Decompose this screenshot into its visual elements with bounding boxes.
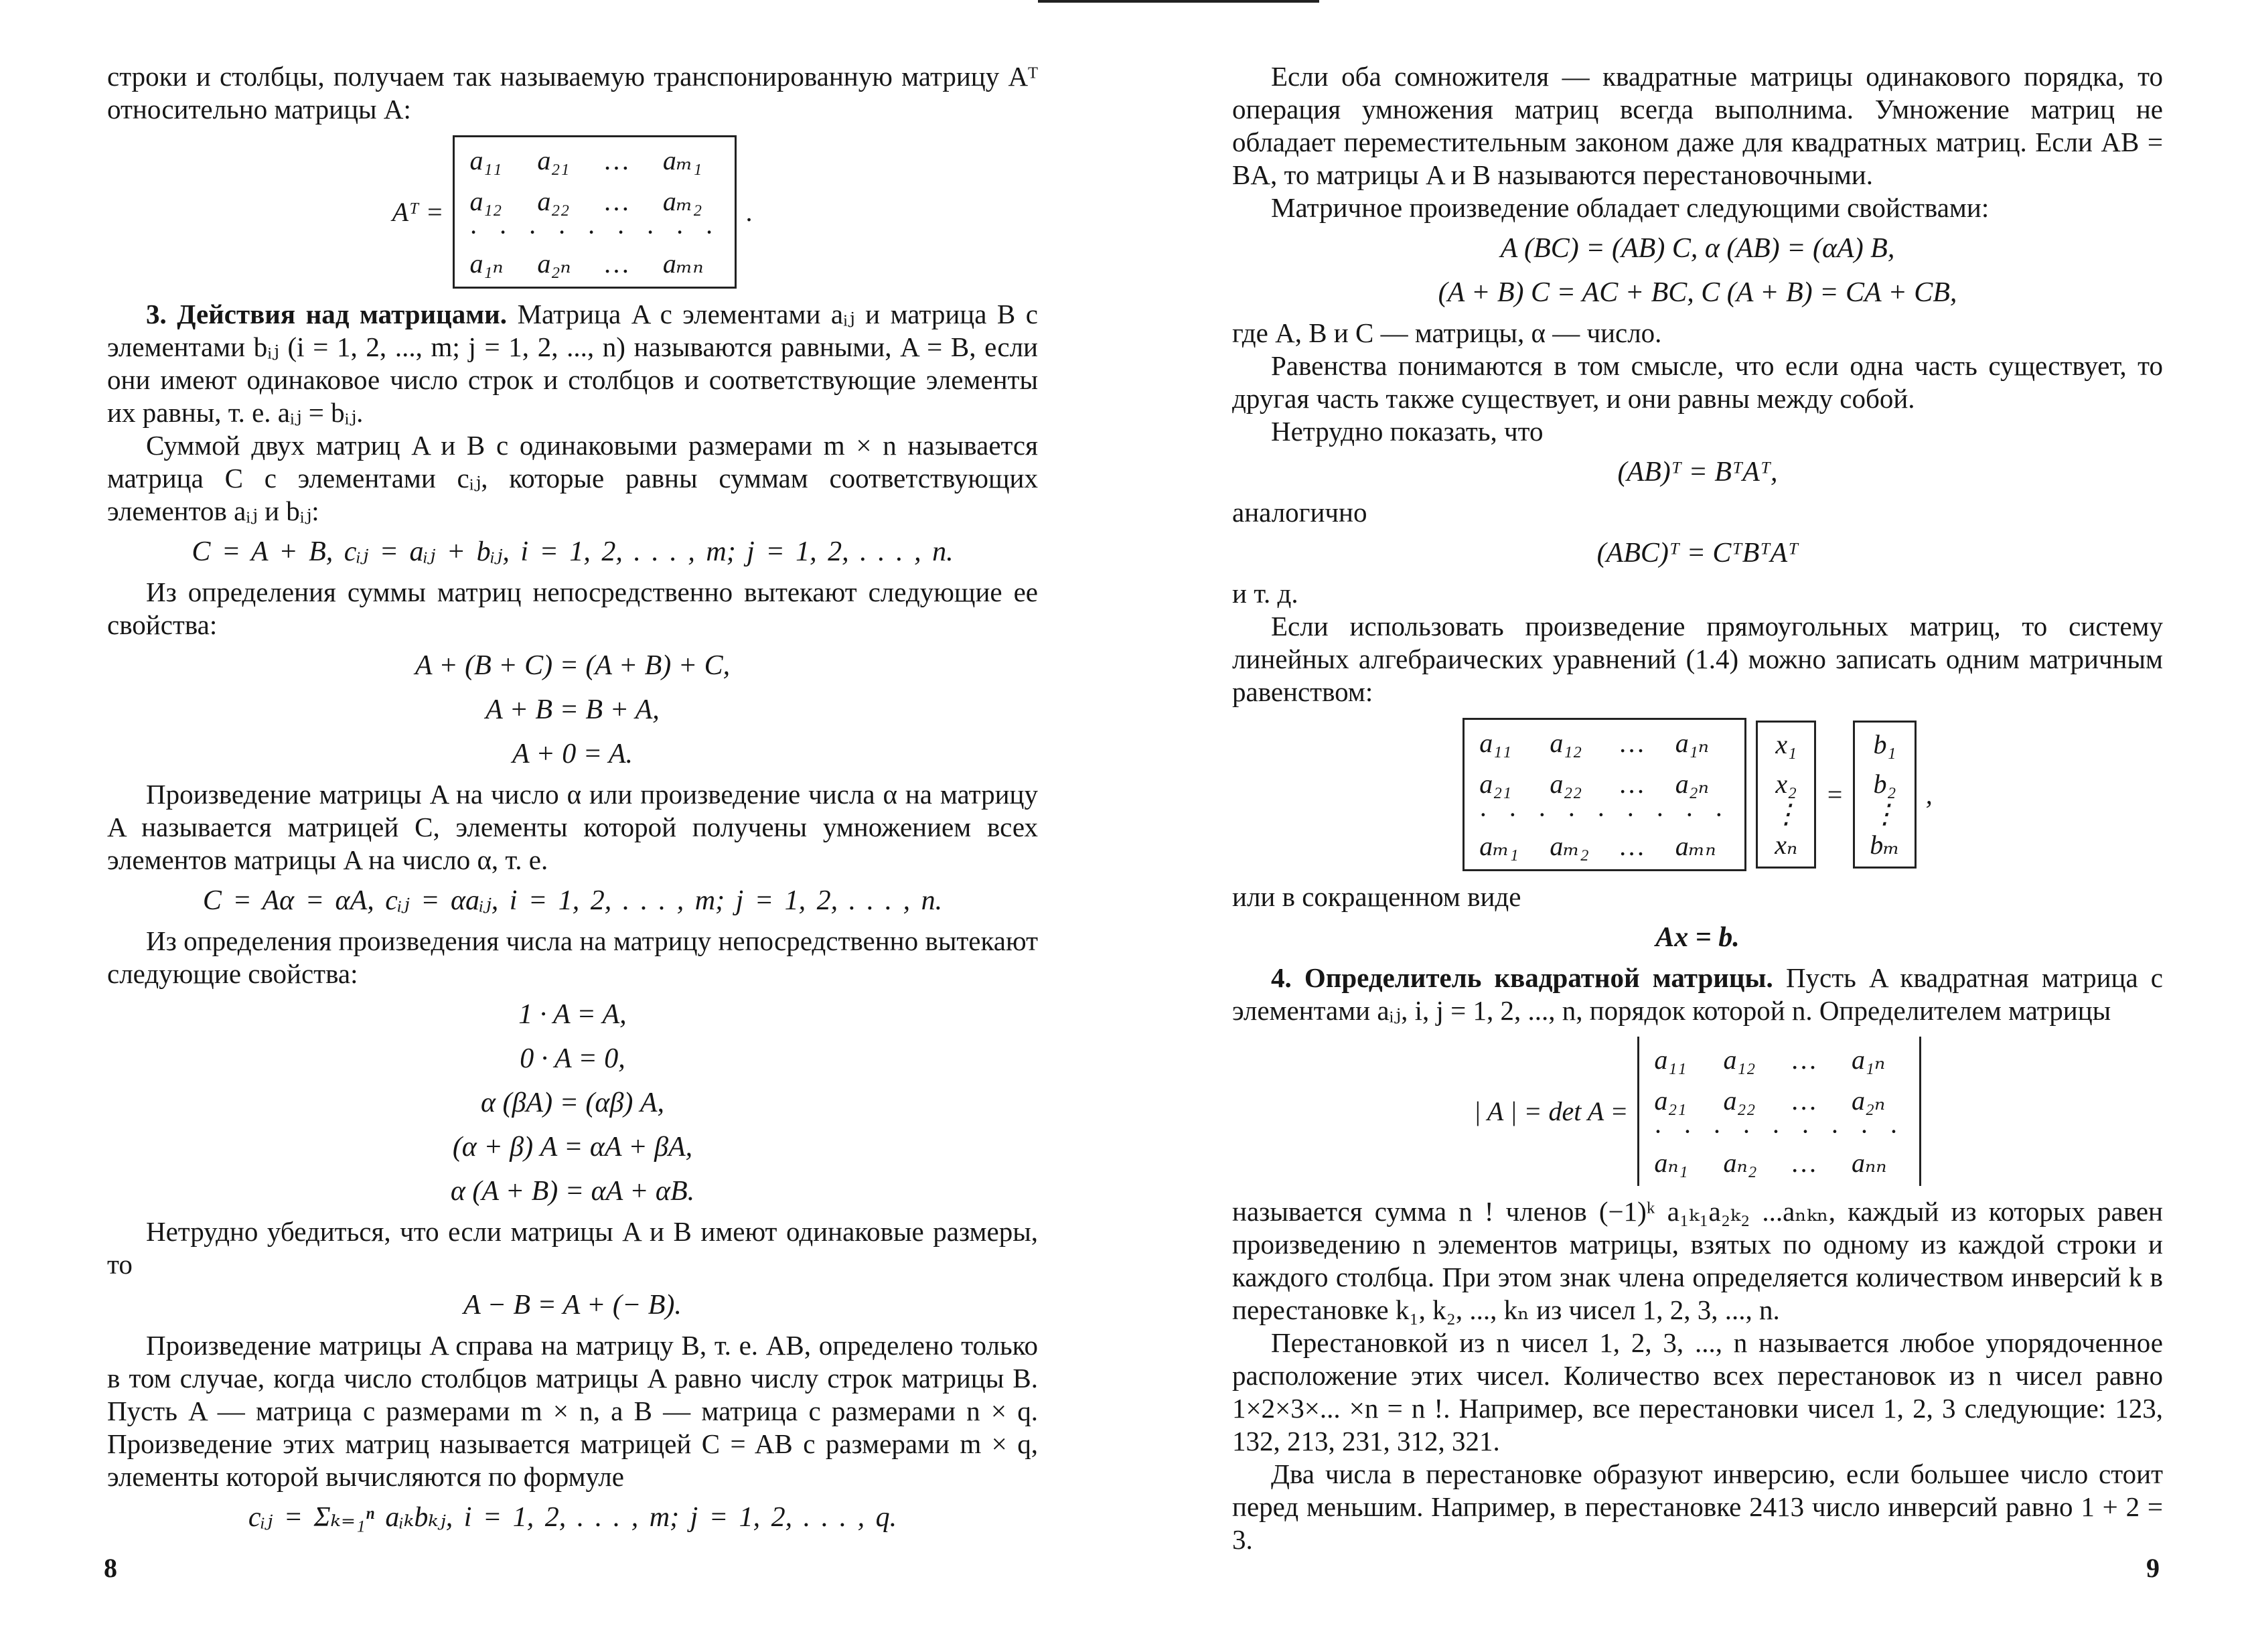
matrix-cell: aₘ₂	[1550, 831, 1589, 861]
page-number-right: 9	[2146, 1553, 2160, 1583]
formula: 1 · A = A,	[518, 999, 627, 1030]
vector-cell: x₂	[1775, 769, 1797, 799]
matrix-cell: aₘ₁	[662, 145, 702, 175]
paragraph: Равенства понимаются в том смысле, что если одна часть существует, то другая часть также существует, и они равны между собой.	[1232, 350, 2163, 414]
matrix-cell: …	[605, 186, 629, 216]
vector-dots: ⋮	[1871, 799, 1898, 829]
vector-cell: xₙ	[1775, 830, 1798, 860]
determinant-formula	[1232, 1037, 2163, 1186]
formula: Ax = b.	[1655, 922, 1740, 953]
det-matrix	[1637, 1037, 1921, 1186]
formula: (ABC)ᵀ = CᵀBᵀAᵀ	[1596, 538, 1799, 569]
formula: A + 0 = A.	[512, 739, 633, 769]
matrix-cell: aₙ₁	[1654, 1148, 1688, 1178]
matrix-cell: …	[605, 145, 629, 175]
matrix-cell: …	[1792, 1148, 1817, 1178]
paragraph: Перестановкой из n чисел 1, 2, 3, ..., n называется любое упорядоченное расположение этих чисел. Количество всех перестановок из n чисел равно 1×2×3×... ×n = n !. Например, все перестановки чисел 1, 2, 3 следующие: 123, 132, 213, 231, 312, 321.	[1232, 1327, 2163, 1456]
matrix-cell: a₂ₙ	[1852, 1085, 1886, 1116]
paragraph: Нетрудно убедиться, что если матрицы A и B имеют одинаковые размеры, то	[107, 1216, 1038, 1280]
matrix-cell: a₁₁	[1479, 728, 1512, 758]
matrix-dots: · · · · · · · · ·	[1479, 800, 1730, 830]
formula: A (BC) = (AB) C, α (AB) = (αA) B,	[1500, 233, 1895, 264]
matrix-cell: …	[1620, 831, 1645, 861]
paragraph: где A, B и C — матрицы, α — число.	[1232, 317, 1662, 348]
matrix-cell: a₁ₙ	[1852, 1045, 1886, 1075]
paragraph: Если использовать произведение прямоугольных матриц, то систему линейных алгебраических уравнений (1.4) можно записать одним матричным равенством:	[1232, 611, 2163, 707]
matrix-cell: aₙₙ	[1852, 1148, 1887, 1178]
vector-dots: ⋮	[1773, 799, 1800, 829]
formula: (AB)ᵀ = BᵀAᵀ,	[1617, 457, 1778, 487]
paragraph: Произведение матрицы A на число α или произведение числа α на матрицу A называется матрицей C, элементы которой получены умножением всех элементов матрицы A на число α, т. е.	[107, 779, 1038, 875]
det-lhs: | A | = det A =	[1473, 1096, 1629, 1126]
x-vector	[1756, 721, 1816, 869]
matrix-cell: …	[1792, 1085, 1817, 1116]
matrix-cell: a₁₂	[1550, 728, 1582, 758]
page-left	[107, 60, 1038, 1542]
section-text: Матрица A с элементами aᵢⱼ и матрица B с элементами bᵢⱼ (i = 1, 2, ..., m; j = 1, 2, ..., n) называются равными, A = B, если они имеют одинаковое число строк и столбцов и соответствующие элементы их равны, т. е. aᵢⱼ = bᵢⱼ.	[107, 299, 1038, 428]
paragraph: Из определения произведения числа на матрицу непосредственно вытекают следующие свойства:	[107, 925, 1038, 989]
matrix-cell: a₁₂	[1723, 1045, 1756, 1075]
matrix-cell: aₘₙ	[662, 248, 704, 279]
matrix-cell: …	[1620, 769, 1645, 799]
transpose-formula	[107, 135, 1038, 289]
transpose-matrix	[453, 135, 737, 289]
matrix-cell: a₁ₙ	[469, 248, 504, 279]
matrix-cell: …	[1620, 728, 1645, 758]
matrix-cell: a₂ₙ	[1675, 769, 1709, 799]
formula: α (A + B) = αA + αB.	[450, 1176, 695, 1207]
transpose-lhs: Aᵀ =	[392, 197, 444, 227]
matrix-cell: a₂₁	[1479, 769, 1512, 799]
matrix-cell: a₂₂	[1723, 1085, 1756, 1116]
matrix-cell: a₁ₙ	[1675, 728, 1709, 758]
matrix-cell: aₘₙ	[1675, 831, 1716, 861]
matrix-cell: a₂₁	[537, 145, 570, 175]
system-matrix	[1463, 718, 1746, 871]
b-vector	[1853, 721, 1917, 869]
equals-sign: =	[1825, 779, 1844, 810]
paragraph: Два числа в перестановке образуют инверсию, если большее число стоит перед меньшим. Например, в перестановке 2413 число инверсий равно 1 + 2 = 3.	[1232, 1458, 2163, 1555]
formula-product: cᵢⱼ = Σₖ₌₁ⁿ aᵢₖbₖⱼ, i = 1, 2, . . . , m; j = 1, 2, . . . , q.	[248, 1502, 897, 1533]
page-number-left: 8	[104, 1553, 117, 1583]
top-rule	[1038, 0, 1319, 3]
matrix-cell: a₁₂	[469, 186, 502, 216]
page-right	[1232, 60, 2163, 1556]
matrix-cell: aₘ₁	[1479, 831, 1519, 861]
system-formula	[1232, 718, 2163, 871]
vector-cell: x₁	[1775, 729, 1797, 759]
formula: A + B = B + A,	[485, 694, 660, 725]
paragraph: аналогично	[1232, 497, 1367, 528]
matrix-cell: a₂₂	[537, 186, 570, 216]
paragraph: Если оба сомножителя — квадратные матрицы одинакового порядка, то операция умножения матриц всегда выполнима. Умножение матриц не обладает переместительным законом даже для квадратных матриц. Если AB = BA, то матрицы A и B называются перестановочными.	[1232, 61, 2163, 190]
formula-end: .	[746, 197, 753, 227]
formula: α (βA) = (αβ) A,	[480, 1087, 665, 1118]
paragraph: Произведение матрицы A справа на матрицу B, т. е. AB, определено только в том случае, когда число столбцов матрицы A равно числу строк матрицы B. Пусть A — матрица с размерами m × n, а B — матрица с размерами n × q. Произведение этих матриц называется матрицей C = AB с размерами m × q, элементы которой вычисляются по формуле	[107, 1330, 1038, 1492]
paragraph: называется сумма n ! членов (−1)ᵏ a₁ₖ₁a₂ₖ₂ ...aₙₖₙ, каждый из которых равен произведению n элементов матрицы, взятых по одному из каждой строки и каждого столбца. При этом знак члена определяется количеством инверсий k в перестановке k₁, k₂, ..., kₙ из чисел 1, 2, 3, ..., n.	[1232, 1196, 2163, 1325]
vector-cell: b₁	[1873, 729, 1896, 759]
paragraph: Суммой двух матриц A и B с одинаковыми размерами m × n называется матрица C с элементами cᵢⱼ, которые равны суммам соответствующих элементов aᵢⱼ и bᵢⱼ:	[107, 430, 1038, 526]
section-text: Пусть A квадратная матрица с элементами aᵢⱼ, i, j = 1, 2, ..., n, порядок которой n. Определителем матрицы	[1232, 962, 2163, 1026]
formula: A − B = A + (− B).	[463, 1290, 682, 1321]
matrix-cell: aₘ₂	[662, 186, 702, 216]
matrix-cell: a₂ₙ	[537, 248, 571, 279]
formula: (A + B) C = AC + BC, C (A + B) = CA + CB,	[1438, 277, 1957, 308]
paragraph: Нетрудно показать, что	[1271, 416, 1544, 447]
paragraph: Из определения суммы матриц непосредственно вытекают следующие ее свойства:	[107, 577, 1038, 640]
formula-sum: C = A + B, cᵢⱼ = aᵢⱼ + bᵢⱼ, i = 1, 2, . . . , m; j = 1, 2, . . . , n.	[192, 536, 954, 567]
matrix-cell: …	[1792, 1045, 1817, 1075]
vector-cell: bₘ	[1870, 830, 1900, 860]
formula-end: ,	[1925, 779, 1933, 810]
matrix-dots: · · · · · · · · ·	[1654, 1116, 1905, 1146]
paragraph: строки и столбцы, получаем так называемую транспонированную матрицу Aᵀ относительно матрицы A:	[107, 61, 1038, 125]
section-3	[107, 298, 1038, 429]
formula: (α + β) A = αA + βA,	[452, 1132, 693, 1162]
matrix-cell: a₁₁	[469, 145, 502, 175]
matrix-cell: a₁₁	[1654, 1045, 1687, 1075]
matrix-cell: …	[605, 248, 629, 279]
vector-cell: b₂	[1873, 769, 1896, 799]
matrix-dots: · · · · · · · · ·	[469, 217, 721, 247]
paragraph: Матричное произведение обладает следующими свойствами:	[1271, 192, 1990, 223]
paragraph: и т. д.	[1232, 578, 1298, 609]
section-4	[1232, 962, 2163, 1027]
matrix-cell: a₂₁	[1654, 1085, 1687, 1116]
section-heading: 4. Определитель квадратной матрицы.	[1271, 962, 1773, 993]
paragraph: или в сокращенном виде	[1232, 881, 1521, 912]
matrix-cell: aₙ₂	[1723, 1148, 1757, 1178]
matrix-cell: a₂₂	[1550, 769, 1582, 799]
section-heading: 3. Действия над матрицами.	[146, 299, 508, 329]
formula-scalar: C = Aα = αA, cᵢⱼ = αaᵢⱼ, i = 1, 2, . . . , m; j = 1, 2, . . . , n.	[202, 885, 943, 916]
formula: 0 · A = 0,	[520, 1043, 625, 1074]
formula: A + (B + C) = (A + B) + C,	[415, 650, 731, 681]
